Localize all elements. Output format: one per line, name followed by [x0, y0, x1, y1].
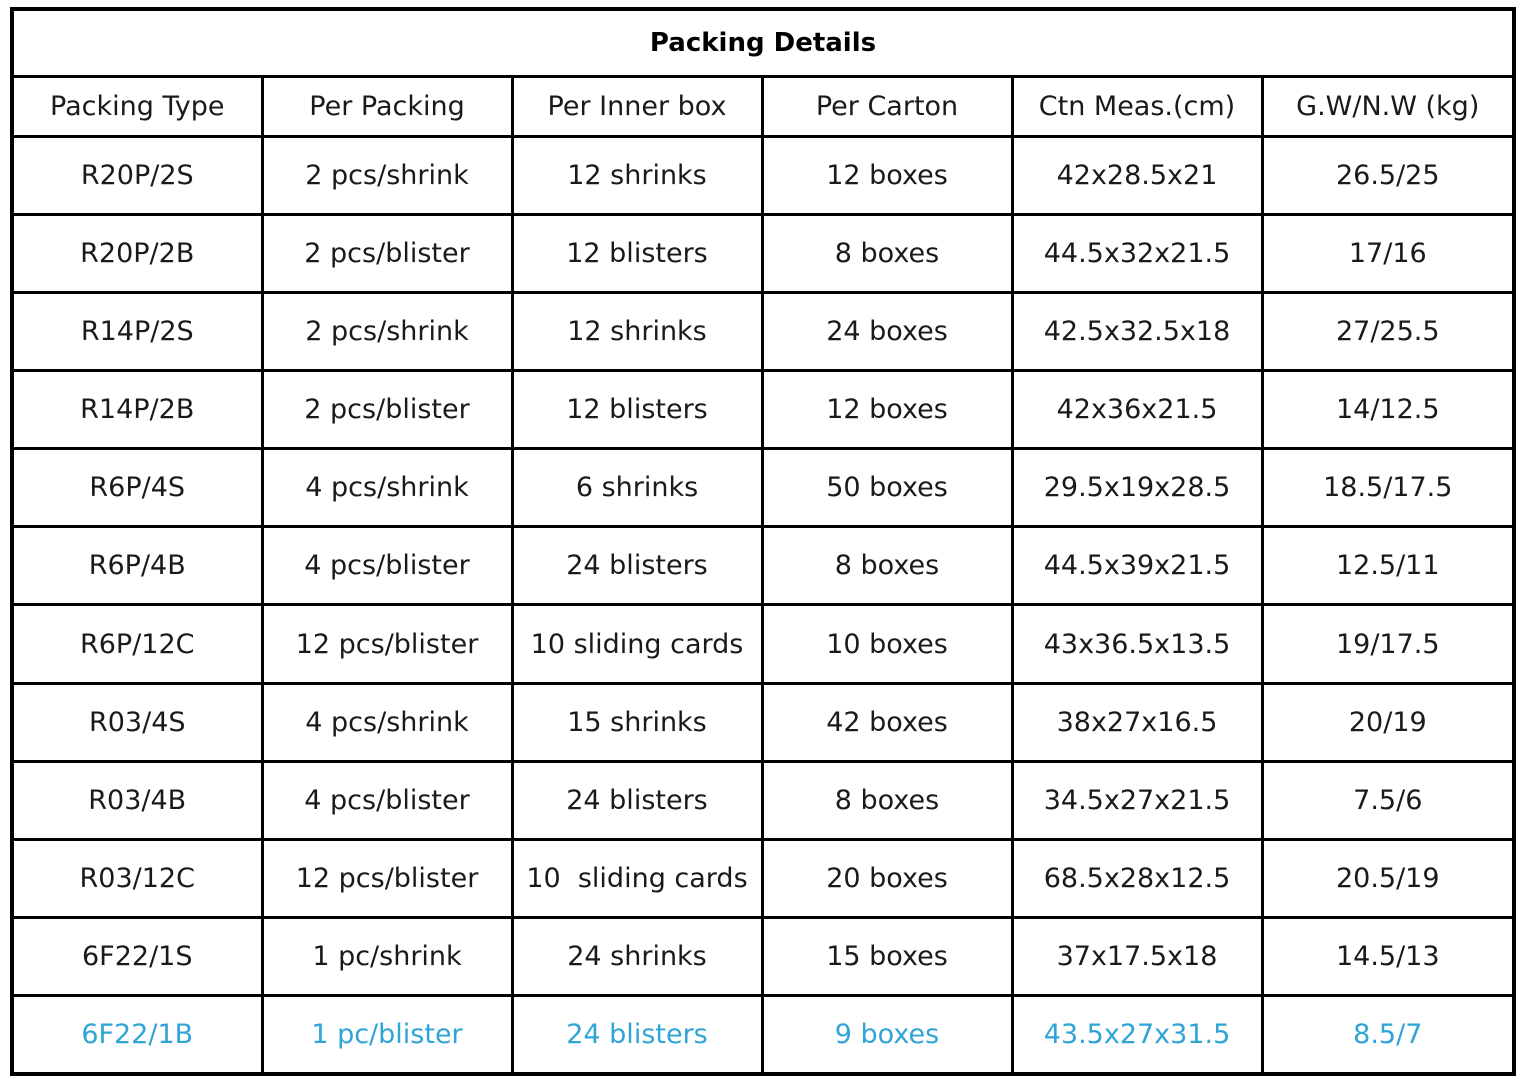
cell-ctn-meas: 38x27x16.5 — [1012, 683, 1262, 761]
table-row — [12, 371, 1514, 449]
cell-packing-type: R6P/12C — [12, 605, 262, 683]
cell-per-inner-box: 10 sliding cards — [512, 605, 762, 683]
cell-gw-nw: 7.5/6 — [1262, 761, 1514, 839]
packing-details-sheet — [10, 7, 1512, 1076]
cell-gw-nw: 8.5/7 — [1262, 995, 1514, 1074]
cell-per-carton: 12 boxes — [762, 371, 1012, 449]
cell-per-inner-box: 24 blisters — [512, 761, 762, 839]
cell-gw-nw: 17/16 — [1262, 215, 1514, 293]
cell-ctn-meas: 42x36x21.5 — [1012, 371, 1262, 449]
cell-ctn-meas: 44.5x39x21.5 — [1012, 527, 1262, 605]
cell-ctn-meas: 44.5x32x21.5 — [1012, 215, 1262, 293]
cell-per-carton: 50 boxes — [762, 449, 1012, 527]
cell-packing-type: R6P/4B — [12, 527, 262, 605]
cell-per-packing: 4 pcs/blister — [262, 761, 512, 839]
cell-gw-nw: 20.5/19 — [1262, 839, 1514, 917]
cell-per-inner-box: 24 shrinks — [512, 917, 762, 995]
table-row — [12, 761, 1514, 839]
cell-per-packing: 2 pcs/blister — [262, 215, 512, 293]
cell-per-carton: 20 boxes — [762, 839, 1012, 917]
cell-packing-type: R20P/2S — [12, 137, 262, 215]
cell-per-packing: 4 pcs/shrink — [262, 683, 512, 761]
cell-per-packing: 12 pcs/blister — [262, 605, 512, 683]
cell-per-inner-box: 6 shrinks — [512, 449, 762, 527]
cell-per-inner-box: 10 sliding cards — [512, 839, 762, 917]
table-row — [12, 605, 1514, 683]
cell-per-packing: 1 pc/shrink — [262, 917, 512, 995]
cell-per-carton: 12 boxes — [762, 137, 1012, 215]
cell-per-inner-box: 12 blisters — [512, 215, 762, 293]
table-row — [12, 917, 1514, 995]
column-header-packing-type: Packing Type — [12, 77, 262, 137]
cell-per-carton: 24 boxes — [762, 293, 1012, 371]
packing-details-table — [10, 7, 1516, 1076]
cell-per-inner-box: 12 shrinks — [512, 137, 762, 215]
table-row — [12, 449, 1514, 527]
cell-ctn-meas: 68.5x28x12.5 — [1012, 839, 1262, 917]
table-row — [12, 137, 1514, 215]
cell-gw-nw: 27/25.5 — [1262, 293, 1514, 371]
cell-gw-nw: 26.5/25 — [1262, 137, 1514, 215]
cell-packing-type: R14P/2B — [12, 371, 262, 449]
cell-per-carton: 8 boxes — [762, 215, 1012, 293]
cell-ctn-meas: 34.5x27x21.5 — [1012, 761, 1262, 839]
table-row — [12, 683, 1514, 761]
column-header-per-carton: Per Carton — [762, 77, 1012, 137]
table-row — [12, 527, 1514, 605]
table-row — [12, 293, 1514, 371]
cell-gw-nw: 14.5/13 — [1262, 917, 1514, 995]
cell-packing-type: 6F22/1S — [12, 917, 262, 995]
cell-per-packing: 4 pcs/shrink — [262, 449, 512, 527]
cell-per-inner-box: 24 blisters — [512, 527, 762, 605]
cell-packing-type: R20P/2B — [12, 215, 262, 293]
cell-ctn-meas: 37x17.5x18 — [1012, 917, 1262, 995]
cell-packing-type: R03/12C — [12, 839, 262, 917]
cell-gw-nw: 14/12.5 — [1262, 371, 1514, 449]
cell-per-packing: 12 pcs/blister — [262, 839, 512, 917]
cell-gw-nw: 12.5/11 — [1262, 527, 1514, 605]
cell-per-packing: 1 pc/blister — [262, 995, 512, 1074]
cell-per-inner-box: 12 blisters — [512, 371, 762, 449]
cell-gw-nw: 18.5/17.5 — [1262, 449, 1514, 527]
table-title: Packing Details — [12, 9, 1514, 77]
cell-per-packing: 2 pcs/shrink — [262, 293, 512, 371]
cell-per-carton: 42 boxes — [762, 683, 1012, 761]
cell-per-carton: 15 boxes — [762, 917, 1012, 995]
cell-packing-type: R03/4S — [12, 683, 262, 761]
cell-ctn-meas: 43x36.5x13.5 — [1012, 605, 1262, 683]
table-body — [12, 137, 1514, 1075]
column-header-per-packing: Per Packing — [262, 77, 512, 137]
cell-per-carton: 10 boxes — [762, 605, 1012, 683]
column-header-per-inner-box: Per Inner box — [512, 77, 762, 137]
column-header-ctn-meas: Ctn Meas.(cm) — [1012, 77, 1262, 137]
cell-gw-nw: 20/19 — [1262, 683, 1514, 761]
cell-ctn-meas: 42x28.5x21 — [1012, 137, 1262, 215]
cell-per-packing: 2 pcs/blister — [262, 371, 512, 449]
cell-per-carton: 8 boxes — [762, 527, 1012, 605]
cell-ctn-meas: 42.5x32.5x18 — [1012, 293, 1262, 371]
cell-per-inner-box: 12 shrinks — [512, 293, 762, 371]
cell-per-inner-box: 15 shrinks — [512, 683, 762, 761]
cell-packing-type: R03/4B — [12, 761, 262, 839]
cell-ctn-meas: 43.5x27x31.5 — [1012, 995, 1262, 1074]
cell-per-packing: 2 pcs/shrink — [262, 137, 512, 215]
table-row — [12, 995, 1514, 1074]
cell-ctn-meas: 29.5x19x28.5 — [1012, 449, 1262, 527]
cell-per-carton: 9 boxes — [762, 995, 1012, 1074]
cell-packing-type: R14P/2S — [12, 293, 262, 371]
table-row — [12, 839, 1514, 917]
cell-per-inner-box: 24 blisters — [512, 995, 762, 1074]
cell-gw-nw: 19/17.5 — [1262, 605, 1514, 683]
table-title-row — [12, 9, 1514, 77]
cell-per-packing: 4 pcs/blister — [262, 527, 512, 605]
cell-packing-type: 6F22/1B — [12, 995, 262, 1074]
table-header-row — [12, 77, 1514, 137]
column-header-gw-nw: G.W/N.W (kg) — [1262, 77, 1514, 137]
cell-per-carton: 8 boxes — [762, 761, 1012, 839]
table-row — [12, 215, 1514, 293]
cell-packing-type: R6P/4S — [12, 449, 262, 527]
